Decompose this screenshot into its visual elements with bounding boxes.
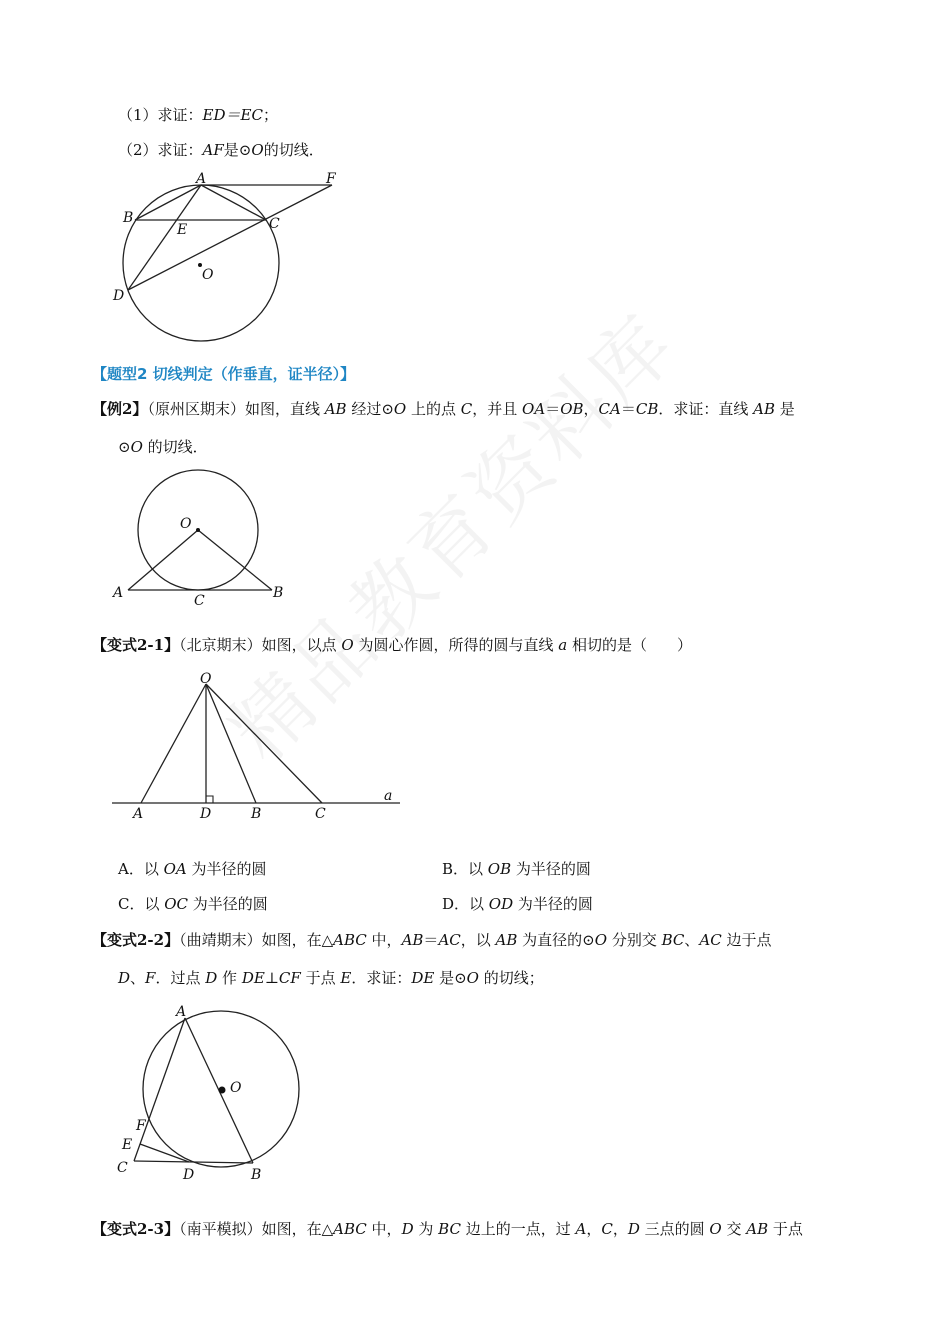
fig4-label: F <box>136 1118 146 1134</box>
text-run: 于点 <box>300 969 341 987</box>
question-2-o: O <box>251 141 264 159</box>
text-run: 为半径的圆 <box>513 895 593 913</box>
math-var: AB <box>746 1220 769 1238</box>
math-var: E <box>340 969 352 987</box>
variant-2-2-tag: 【变式2-2】 <box>92 931 180 949</box>
text-run: 是 <box>775 400 795 418</box>
text-run: 为半径的圆 <box>188 895 268 913</box>
text-run: ，并且 <box>472 400 523 418</box>
fig1-label: A <box>196 171 207 187</box>
text-run: 为直径的⊙ <box>517 931 595 949</box>
text-run: 边上的一点，过 <box>460 1220 576 1238</box>
text-run: ， <box>612 1220 628 1238</box>
question-2-label: （2）求证： <box>118 141 203 159</box>
fig2-label: C <box>194 593 205 609</box>
fig4-line-de <box>140 1144 189 1162</box>
text-run: ， <box>586 1220 602 1238</box>
topic-heading: 【题型2 切线判定（作垂直，证半径）】 <box>92 365 356 383</box>
fig4-label: D <box>183 1167 195 1183</box>
question-1-label: （1）求证： <box>118 106 203 124</box>
math-var: CA <box>598 400 621 418</box>
fig4-label: C <box>117 1160 128 1176</box>
math-var: C <box>460 400 473 418</box>
text-run: （原州区期末）如图，直线 <box>147 400 325 418</box>
fig4-label: B <box>251 1167 262 1183</box>
fig4-label: O <box>230 1080 242 1096</box>
question-2-mid: 是⊙ <box>223 141 252 159</box>
fig4-label: A <box>176 1004 187 1020</box>
question-2-expr: AF <box>202 141 224 159</box>
fig2-label: O <box>180 516 192 532</box>
text-run: 、 <box>130 969 146 987</box>
fig1-label: E <box>177 222 188 238</box>
example-2-tag: 【例2】 <box>92 400 148 418</box>
fig4-label: E <box>122 1137 133 1153</box>
text-run: ＝ <box>423 931 439 949</box>
fig3-label: C <box>315 806 326 822</box>
question-2-end: 的切线． <box>263 141 324 159</box>
math-var: ABC <box>333 1220 367 1238</box>
math-var: OC <box>164 895 189 913</box>
math-var: ABC <box>333 931 367 949</box>
math-var: O <box>466 969 479 987</box>
text-run: 边于点 <box>721 931 772 949</box>
fig1-label: B <box>123 210 134 226</box>
text-run: ．过点 <box>155 969 206 987</box>
fig1-label: D <box>113 288 125 304</box>
question-1-end: ； <box>262 106 278 124</box>
math-var: AB <box>495 931 518 949</box>
fig3-label: a <box>384 788 393 804</box>
math-var: AC <box>438 931 461 949</box>
text-run: 上的点 <box>406 400 461 418</box>
text-run: ＝ <box>620 400 636 418</box>
fig3-label: D <box>200 806 212 822</box>
math-var: OB <box>487 860 512 878</box>
text-run: 作 <box>217 969 242 987</box>
text-run: 分别交 <box>607 931 662 949</box>
math-var: C <box>601 1220 613 1238</box>
variant-2-3-line-1 <box>92 1219 803 1239</box>
math-var: O <box>130 438 143 456</box>
text-run: 于点 <box>768 1220 803 1238</box>
text-run: B．以 <box>442 860 488 878</box>
math-var: OB <box>560 400 584 418</box>
math-var: AB <box>324 400 347 418</box>
math-var: AB <box>401 931 424 949</box>
text-run: 交 <box>721 1220 747 1238</box>
text-run: 为半径的圆 <box>186 860 267 878</box>
text-run: 是⊙ <box>434 969 467 987</box>
text-run: 经过⊙ <box>346 400 394 418</box>
text-run: 的切线． <box>142 438 208 456</box>
math-var: DE <box>411 969 435 987</box>
text-run: 中， <box>366 931 402 949</box>
math-var: CF <box>278 969 301 987</box>
math-var: O <box>709 1220 722 1238</box>
text-run: （北京期末）如图，以点 <box>179 636 342 654</box>
math-var: D <box>627 1220 640 1238</box>
text-run: A．以 <box>118 860 164 878</box>
text-run: 三点的圆 <box>639 1220 710 1238</box>
text-run: 为 <box>413 1220 439 1238</box>
math-var: O <box>594 931 608 949</box>
math-var: BC <box>661 931 685 949</box>
text-run: 的切线； <box>478 969 544 987</box>
text-run: 中， <box>366 1220 402 1238</box>
fig1-label: F <box>326 171 336 187</box>
math-var: D <box>118 969 131 987</box>
fig4-line-ac <box>134 1018 185 1161</box>
math-var: OA <box>522 400 546 418</box>
math-var: OA <box>163 860 187 878</box>
fig3-label: O <box>200 671 212 687</box>
math-var: BC <box>438 1220 461 1238</box>
text-run: ，以 <box>460 931 496 949</box>
text-run: ⊥ <box>264 969 279 987</box>
math-var: CB <box>635 400 659 418</box>
math-var: A <box>575 1220 587 1238</box>
text-run: （南平模拟）如图，在△ <box>179 1220 334 1238</box>
fig2-label: B <box>273 585 284 601</box>
math-var: O <box>341 636 354 654</box>
text-run: ．求证： <box>351 969 412 987</box>
fig1-label: O <box>202 267 214 283</box>
math-var: AC <box>699 931 722 949</box>
text-run: D．以 <box>442 895 489 913</box>
math-var: a <box>558 636 568 654</box>
variant-2-3-tag: 【变式2-3】 <box>92 1220 180 1238</box>
text-run: 为半径的圆 <box>511 860 591 878</box>
fig3-label: B <box>251 806 262 822</box>
fig3-label: A <box>133 806 144 822</box>
math-var: F <box>145 969 156 987</box>
text-run: ．求证：直线 <box>658 400 754 418</box>
text-run: ， <box>583 400 599 418</box>
text-run: C．以 <box>118 895 165 913</box>
fig4-center-dot <box>219 1087 226 1094</box>
text-run: 相切的是（ ） <box>567 636 692 654</box>
math-var: OD <box>488 895 514 913</box>
math-var: D <box>401 1220 414 1238</box>
math-var: O <box>393 400 407 418</box>
fig1-label: C <box>269 216 280 232</box>
text-run: ⊙ <box>118 438 131 456</box>
math-var: D <box>205 969 218 987</box>
text-run: ＝ <box>545 400 561 418</box>
question-1-expr: ED＝EC <box>202 106 263 124</box>
text-run: 、 <box>684 931 700 949</box>
variant-2-3-text <box>179 1220 803 1238</box>
fig2-label: A <box>113 585 124 601</box>
text-run: （曲靖期末）如图，在△ <box>179 931 334 949</box>
math-var: AB <box>753 400 776 418</box>
math-var: DE <box>241 969 265 987</box>
text-run: 为圆心作圆，所得的圆与直线 <box>353 636 559 654</box>
variant-2-1-tag: 【变式2-1】 <box>92 636 180 654</box>
